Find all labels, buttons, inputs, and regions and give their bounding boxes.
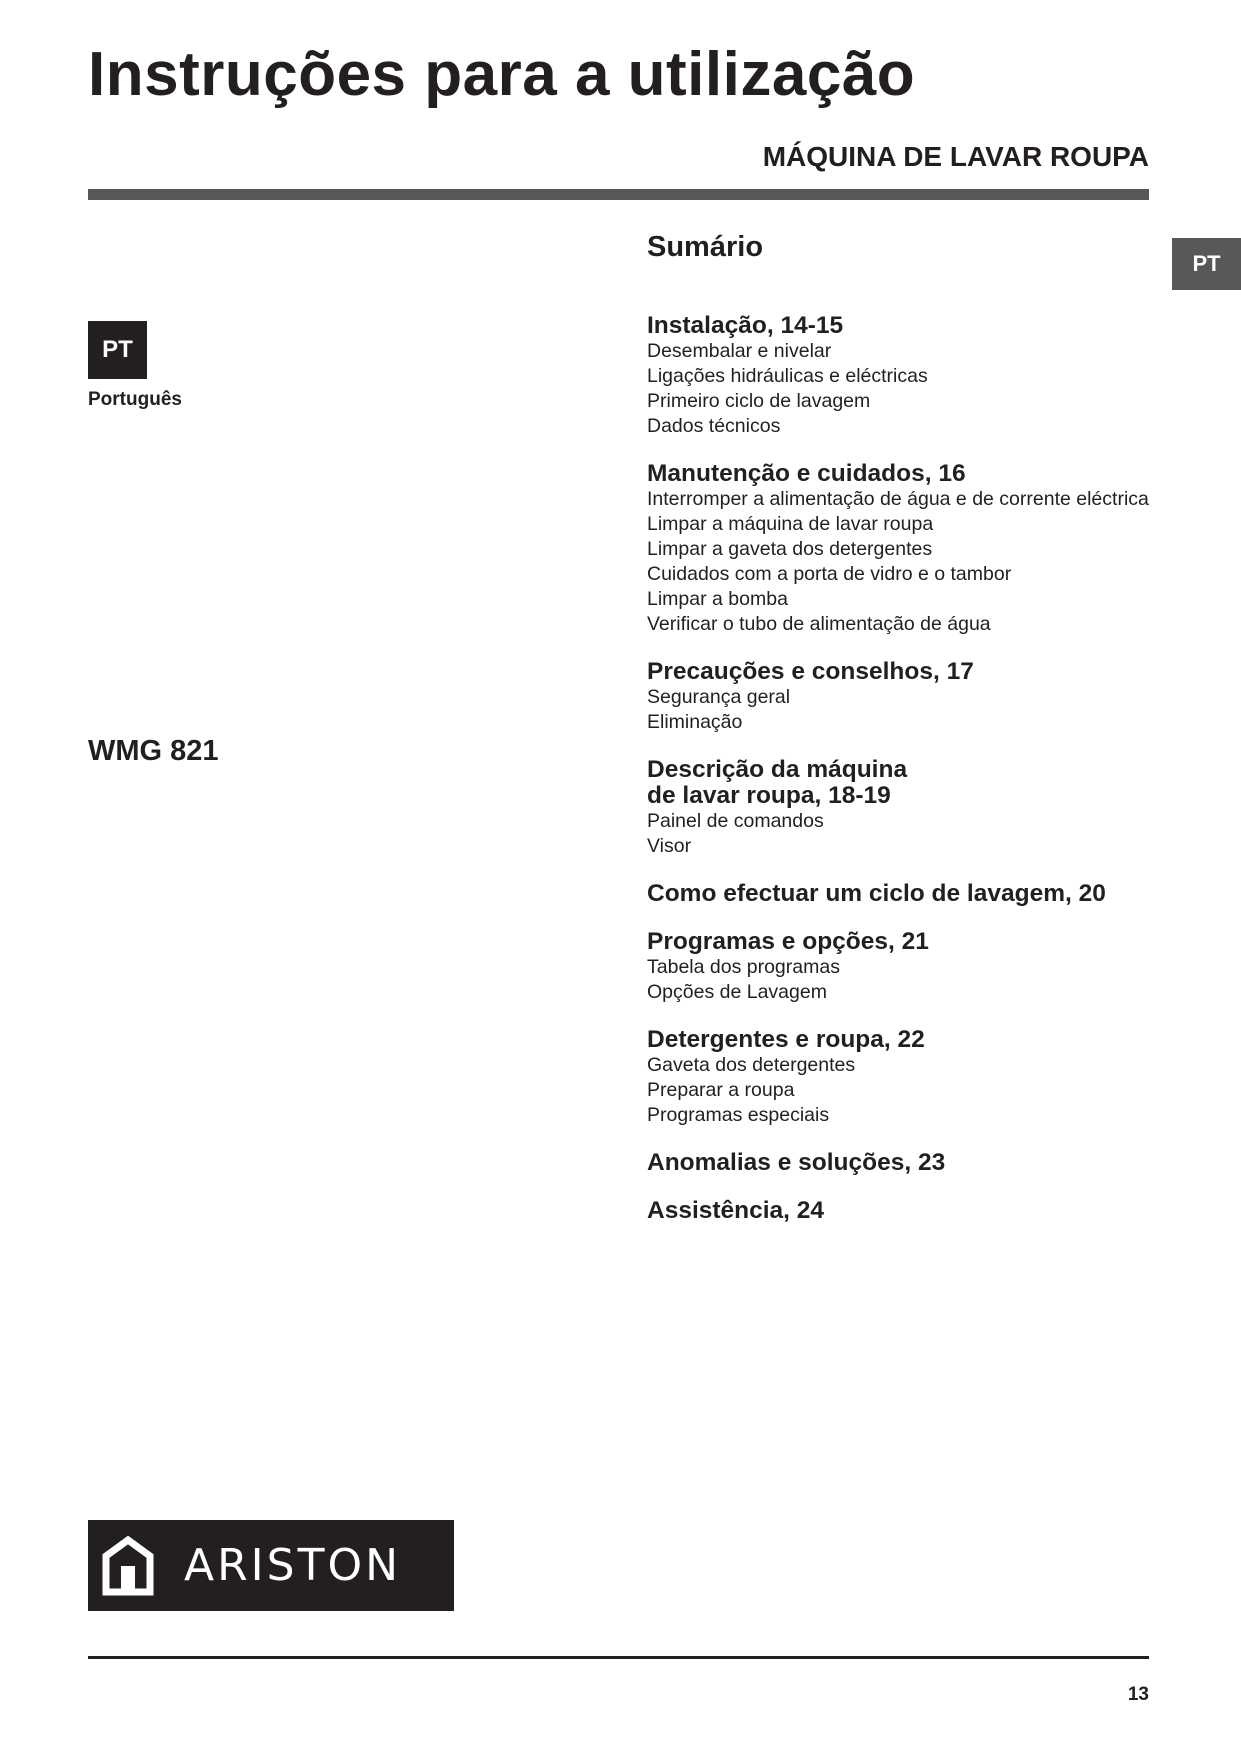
toc-section-heading: Como efectuar um ciclo de lavagem, 20 xyxy=(647,879,1106,907)
toc-item: Cuidados com a porta de vidro e o tambor xyxy=(647,562,1012,585)
toc-item: Limpar a gaveta dos detergentes xyxy=(647,537,933,560)
toc-item: Preparar a roupa xyxy=(647,1078,795,1101)
model-number: WMG 821 xyxy=(88,735,219,767)
toc-item: Opções de Lavagem xyxy=(647,980,827,1003)
toc-section-heading: Precauções e conselhos, 17 xyxy=(647,657,974,685)
toc-section-heading: Anomalias e soluções, 23 xyxy=(647,1148,946,1176)
toc-item: Interromper a alimentação de água e de corrente eléctrica xyxy=(647,487,1149,510)
toc-title: Sumário xyxy=(647,231,764,263)
toc-section xyxy=(647,1198,1167,1224)
toc-section-heading: Instalação, 14-15 xyxy=(647,311,844,339)
header-divider xyxy=(88,189,1149,200)
toc-section xyxy=(647,929,1167,1005)
toc-item: Painel de comandos xyxy=(647,809,824,832)
toc-item: Limpar a bomba xyxy=(647,587,788,610)
brand-logo xyxy=(88,1520,454,1611)
toc-section-heading: Assistência, 24 xyxy=(647,1196,825,1224)
language-side-tab: PT xyxy=(1172,238,1241,290)
page-number: 13 xyxy=(1127,1684,1149,1705)
toc-item: Segurança geral xyxy=(647,685,791,708)
toc-section xyxy=(647,757,1167,859)
toc-section-heading: Programas e opções, 21 xyxy=(647,927,929,955)
toc-item: Programas especiais xyxy=(647,1103,830,1126)
toc-section xyxy=(647,881,1167,907)
product-subtitle: MÁQUINA DE LAVAR ROUPA xyxy=(762,141,1149,172)
toc-item: Limpar a máquina de lavar roupa xyxy=(647,512,934,535)
page-title: Instruções para a utilização xyxy=(88,40,916,109)
house-icon xyxy=(102,1536,154,1596)
toc-item: Desembalar e nivelar xyxy=(647,339,832,362)
toc-section xyxy=(647,659,1167,735)
table-of-contents xyxy=(647,230,1167,1246)
toc-item: Visor xyxy=(647,834,692,857)
language-badge: PT xyxy=(88,321,147,379)
toc-section xyxy=(647,461,1167,637)
toc-section xyxy=(647,1150,1167,1176)
toc-section-heading: Detergentes e roupa, 22 xyxy=(647,1025,925,1053)
toc-item: Tabela dos programas xyxy=(647,955,840,978)
toc-item: Eliminação xyxy=(647,710,743,733)
toc-section-heading: Descrição da máquina de lavar roupa, 18-19 xyxy=(647,755,908,809)
brand-name: ARISTON xyxy=(184,1540,402,1591)
toc-section xyxy=(647,1027,1167,1128)
toc-item: Verificar o tubo de alimentação de água xyxy=(647,612,991,635)
toc-section-heading: Manutenção e cuidados, 16 xyxy=(647,459,966,487)
footer-divider xyxy=(88,1656,1149,1659)
toc-sections xyxy=(647,313,1167,1224)
toc-section xyxy=(647,313,1167,439)
toc-item: Ligações hidráulicas e eléctricas xyxy=(647,364,928,387)
toc-item: Primeiro ciclo de lavagem xyxy=(647,389,871,412)
toc-item: Gaveta dos detergentes xyxy=(647,1053,856,1076)
language-name: Português xyxy=(88,389,182,410)
toc-item: Dados técnicos xyxy=(647,414,781,437)
